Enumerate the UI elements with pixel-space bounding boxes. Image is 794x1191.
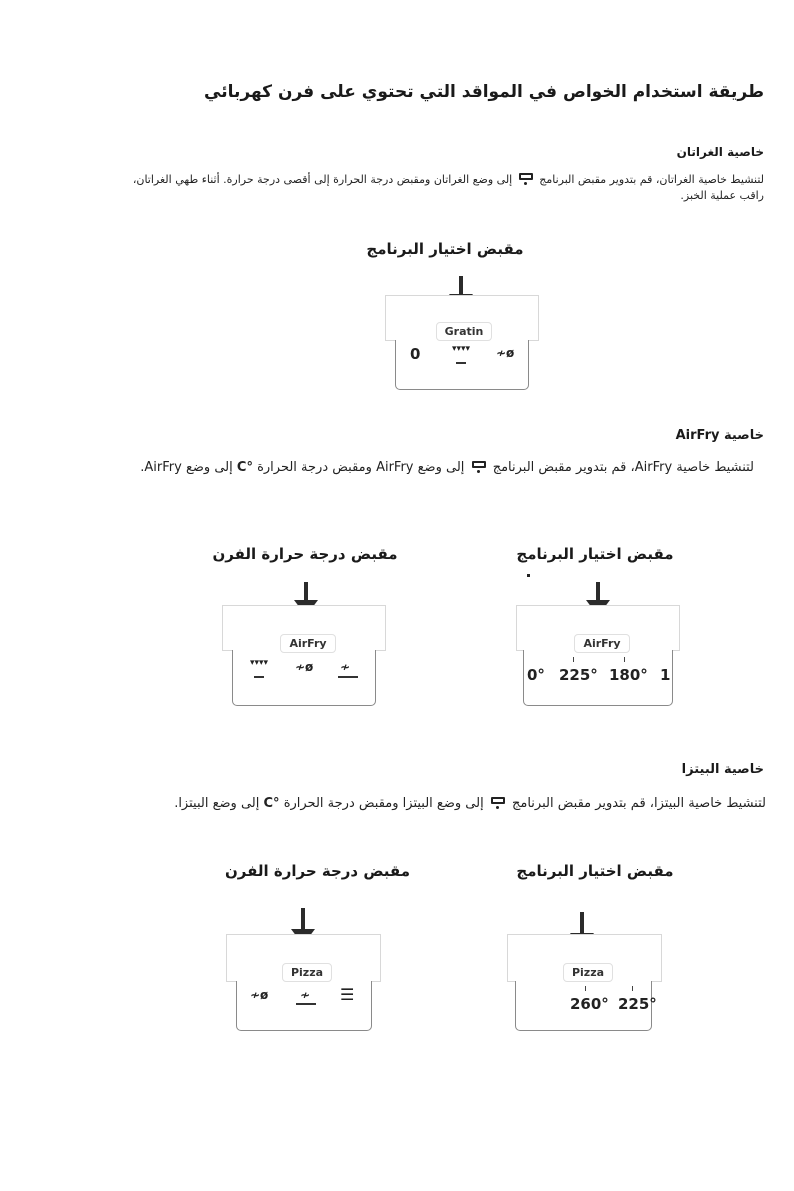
temperature-knob-icon: °C <box>263 796 280 811</box>
top-bottom-heat-icon: ☰ <box>340 985 355 1004</box>
pizza-left-dial-tab: Pizza <box>282 963 332 982</box>
fan-grill-icon: ≁ø <box>295 660 314 674</box>
airfry-text-mid: إلى وضع AirFry ومقبض درجة الحرارة <box>257 460 465 475</box>
airfry-left-dial-label: مقبض درجة حرارة الفرن <box>212 545 398 563</box>
grill-icon: ▾▾▾▾ <box>452 344 471 354</box>
gratin-arrow-shaft <box>459 276 463 296</box>
pizza-heading: خاصية البيتزا <box>681 762 764 777</box>
scale-tick <box>585 986 586 991</box>
program-knob-icon <box>471 461 487 473</box>
airfry-left-dial-tab: AirFry <box>280 634 336 653</box>
gratin-scale-zero: 0 <box>410 345 421 363</box>
gratin-text-before: لتنشيط خاصية الغراتان، قم بتدوير مقبض البرنامج <box>539 173 764 186</box>
pizza-right-dial-tab: Pizza <box>563 963 613 982</box>
fan-line <box>338 676 358 678</box>
pizza-right-arrow-shaft <box>580 912 584 934</box>
gratin-text-after: إلى وضع الغراتان ومقبض درجة الحرارة إلى أقصى درجة حرارة. أثناء طهي الغراتان، <box>132 173 513 186</box>
pizza-text-after: إلى وضع البيتزا. <box>174 796 260 811</box>
pizza-right-dial-label: مقبض اختيار البرنامج <box>516 862 674 880</box>
scale-tick <box>573 657 574 662</box>
scale-tick <box>632 986 633 991</box>
program-knob-icon <box>490 797 506 809</box>
pizza-scale-225: 225° <box>618 995 657 1013</box>
scale-tick <box>624 657 625 662</box>
gratin-paragraph <box>132 172 764 204</box>
fan-grill-icon: ≁ø <box>496 346 515 360</box>
fan-icon: ≁ <box>340 660 351 674</box>
airfry-right-dial-tab: AirFry <box>574 634 630 653</box>
grill-line <box>254 676 264 678</box>
gratin-dial-tab: Gratin <box>436 322 492 341</box>
gratin-heading: خاصية الغراتان <box>676 145 764 159</box>
airfry-paragraph <box>140 460 754 476</box>
airfry-right-dial <box>523 650 673 706</box>
grill-icon: ▾▾▾▾ <box>250 658 269 668</box>
airfry-scale-0: 0° <box>527 666 545 684</box>
program-knob-icon <box>518 173 534 185</box>
airfry-right-arrow-shaft <box>596 582 600 602</box>
fan-icon: ≁ <box>300 988 311 1002</box>
fan-grill-icon: ≁ø <box>250 988 269 1002</box>
pizza-text-mid: إلى وضع البيتزا ومقبض درجة الحرارة <box>283 796 484 811</box>
gratin-text-line2: راقب عملية الخبز. <box>680 189 764 202</box>
pizza-text-before: لتنشيط خاصية البيتزا، قم بتدوير مقبض البرنامج <box>511 796 766 811</box>
gratin-dial-label: مقبض اختيار البرنامج <box>366 240 524 258</box>
pizza-left-arrow-shaft <box>301 908 305 930</box>
pizza-paragraph <box>140 796 766 812</box>
page-title: طريقة استخدام الخواص في المواقد التي تحتوي على فرن كهربائي <box>204 82 764 102</box>
airfry-scale-1: 1 <box>660 666 671 684</box>
airfry-heading: خاصية AirFry <box>675 428 764 443</box>
airfry-scale-180: 180° <box>609 666 648 684</box>
airfry-text-before: لتنشيط خاصية AirFry، قم بتدوير مقبض البرنامج <box>492 460 754 475</box>
airfry-scale-225: 225° <box>559 666 598 684</box>
dot-mark <box>527 574 530 577</box>
temperature-knob-icon: °C <box>236 460 253 475</box>
airfry-right-dial-label: مقبض اختيار البرنامج <box>516 545 674 563</box>
grill-line <box>456 362 466 364</box>
pizza-left-dial-label: مقبض درجة حرارة الفرن <box>224 862 410 880</box>
airfry-text-after: إلى وضع AirFry. <box>140 460 233 475</box>
airfry-left-arrow-shaft <box>304 582 308 602</box>
fan-line <box>296 1003 316 1005</box>
pizza-scale-260: 260° <box>570 995 609 1013</box>
